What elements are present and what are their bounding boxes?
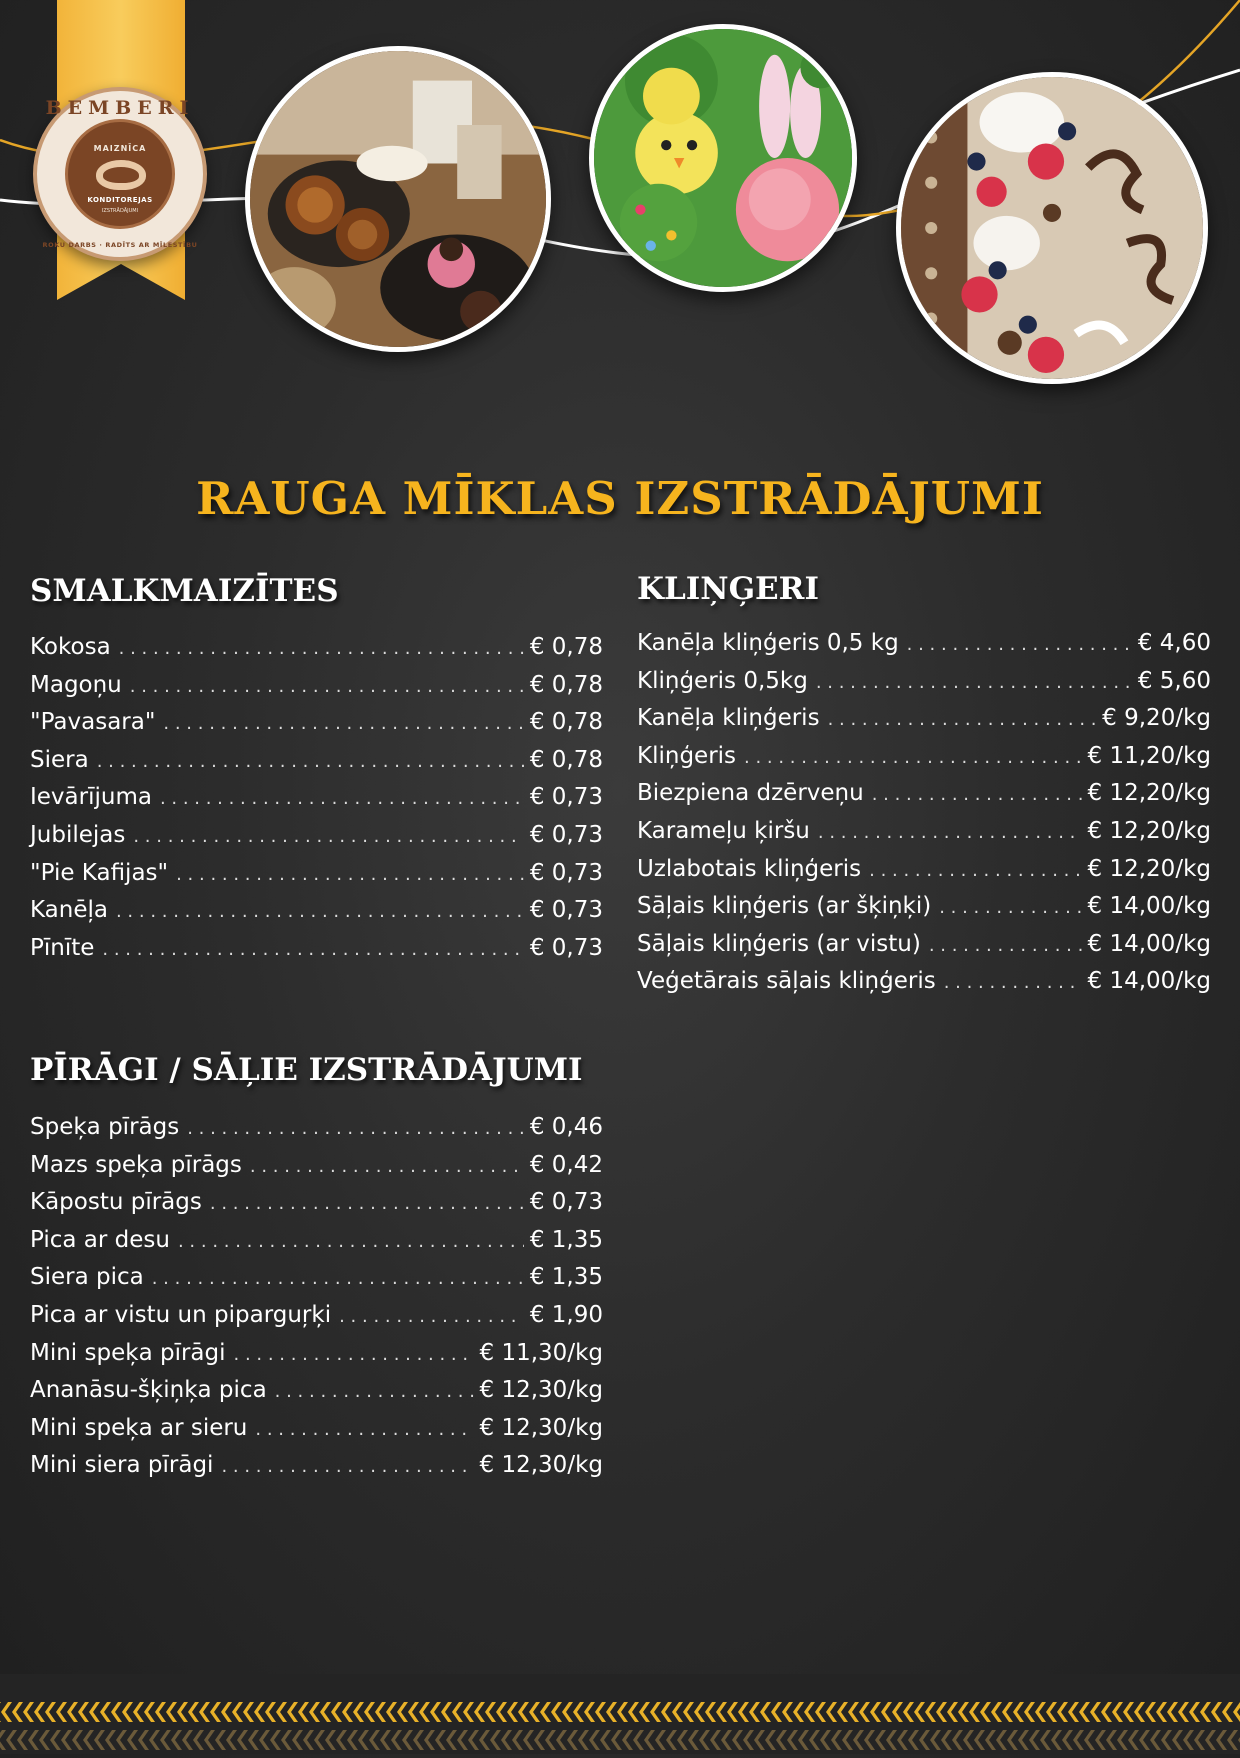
menu-item [637, 893, 1211, 931]
item-price: € 12,20/kg [1087, 855, 1211, 882]
bakery-logo [33, 87, 207, 261]
item-price: € 4,60 [1137, 630, 1211, 656]
item-price: € 12,20/kg [1087, 817, 1211, 844]
item-name: Pica ar desu [30, 1226, 170, 1253]
dot-leader [250, 1156, 524, 1177]
dot-leader [178, 1231, 524, 1252]
item-name: Siera pica [30, 1264, 144, 1291]
dot-leader [275, 1381, 474, 1402]
dot-leader [929, 935, 1082, 956]
menu-item [30, 1452, 603, 1490]
logo-izstradajumi: IZSTRĀDĀJUMI [101, 208, 139, 214]
dot-leader [116, 901, 524, 922]
dot-leader [255, 1419, 473, 1440]
item-name: Jubilejas [30, 821, 126, 848]
dot-leader [130, 676, 524, 697]
item-price: € 12,20/kg [1087, 780, 1211, 807]
menu-item [30, 860, 603, 898]
item-price: € 0,73 [529, 784, 603, 811]
dot-leader [869, 860, 1081, 881]
item-name: Siera [30, 746, 89, 773]
item-name: Kanēļa [30, 897, 108, 924]
dot-leader [818, 822, 1082, 843]
menu-item [637, 780, 1211, 818]
dot-leader [176, 864, 524, 885]
menu-item [637, 968, 1211, 1006]
item-price: € 14,00/kg [1087, 968, 1211, 995]
menu-item [637, 630, 1211, 668]
menu-item [30, 897, 603, 935]
menu-list-klingeri [637, 630, 1211, 1006]
item-price: € 12,30/kg [479, 1452, 603, 1479]
menu-item [30, 1415, 603, 1453]
logo-badge [65, 119, 175, 229]
item-name: Mini speķa pīrāgi [30, 1339, 226, 1366]
menu-list-smalkmaizites [30, 634, 603, 972]
item-price: € 0,73 [529, 1189, 603, 1216]
dot-leader [102, 939, 523, 960]
menu-item [30, 1264, 603, 1302]
item-name: Ananāsu-šķiņķa pica [30, 1377, 267, 1404]
menu-item [30, 709, 603, 747]
item-name: Karameļu ķiršu [637, 817, 810, 844]
menu-item [30, 1227, 603, 1265]
dot-leader [744, 747, 1082, 768]
item-price: € 0,42 [529, 1151, 603, 1178]
item-name: Mazs speķa pīrāgs [30, 1151, 242, 1178]
dot-leader [133, 826, 523, 847]
item-price: € 12,30/kg [479, 1414, 603, 1441]
section-title-klingeri: KLIŅĢERI [637, 571, 819, 607]
logo-name: BEMBERI [45, 97, 195, 119]
item-price: € 0,46 [529, 1114, 603, 1140]
dot-leader [828, 709, 1097, 730]
dot-leader [210, 1193, 524, 1214]
dot-leader [152, 1268, 524, 1289]
menu-list-piragi [30, 1114, 603, 1490]
dot-leader [907, 634, 1132, 655]
item-price: € 0,78 [529, 634, 603, 660]
menu-item [30, 1377, 603, 1415]
menu-item [30, 747, 603, 785]
item-name: Kāpostu pīrāgs [30, 1189, 202, 1216]
menu-item [30, 672, 603, 710]
page-title: RAUGA MĪKLAS IZSTRĀDĀJUMI [196, 472, 1044, 525]
menu-item [637, 931, 1211, 969]
item-name: "Pavasara" [30, 709, 156, 736]
item-price: € 1,90 [529, 1301, 603, 1328]
menu-item [637, 856, 1211, 894]
dot-leader [816, 672, 1132, 693]
item-name: Magoņu [30, 671, 122, 698]
item-price: € 12,30/kg [479, 1377, 603, 1404]
item-name: "Pie Kafijas" [30, 859, 169, 886]
dot-leader [939, 897, 1081, 918]
dot-leader [944, 972, 1082, 993]
item-name: Sāļais kliņģeris (ar šķiņķi) [637, 893, 932, 920]
item-name: Kokosa [30, 634, 111, 660]
item-name: Ievārījuma [30, 784, 152, 811]
item-name: Kanēļa kliņģeris [637, 705, 820, 732]
item-price: € 14,00/kg [1087, 930, 1211, 957]
item-price: € 1,35 [529, 1264, 603, 1291]
item-price: € 14,00/kg [1087, 893, 1211, 920]
menu-item [30, 1114, 603, 1152]
dot-leader [160, 788, 524, 809]
dot-leader [872, 784, 1082, 805]
logo-motto: ROKU DARBS · RADĪTS AR MĪLESTĪBU [42, 241, 198, 249]
menu-item [637, 668, 1211, 706]
photo-pastries [245, 46, 551, 352]
item-price: € 11,20/kg [1087, 742, 1211, 769]
dot-leader [119, 638, 524, 659]
item-price: € 0,78 [529, 746, 603, 773]
pretzel-icon [96, 160, 146, 190]
item-name: Kanēļa kliņģeris 0,5 kg [637, 630, 899, 656]
dot-leader [163, 713, 523, 734]
dot-leader [187, 1118, 524, 1139]
item-name: Uzlabotais kliņģeris [637, 855, 862, 882]
dot-leader [234, 1344, 474, 1365]
item-name: Kliņģeris [637, 742, 737, 769]
menu-item [30, 935, 603, 973]
menu-item [30, 1152, 603, 1190]
menu-item [637, 818, 1211, 856]
menu-item [637, 743, 1211, 781]
item-name: Pīnīte [30, 934, 95, 961]
item-name: Kliņģeris 0,5kg [637, 667, 808, 694]
bottom-border [0, 1674, 1240, 1754]
item-price: € 11,30/kg [479, 1339, 603, 1366]
photo-cupcakes [589, 24, 857, 292]
menu-item [30, 784, 603, 822]
item-name: Veģetārais sāļais kliņģeris [637, 968, 936, 995]
dot-leader [339, 1306, 524, 1327]
item-price: € 9,20/kg [1102, 705, 1211, 732]
menu-item [30, 634, 603, 672]
item-name: Mini speķa ar sieru [30, 1414, 248, 1441]
item-name: Sāļais kliņģeris (ar vistu) [637, 930, 921, 957]
item-price: € 0,73 [529, 859, 603, 886]
item-price: € 5,60 [1137, 667, 1211, 694]
item-price: € 1,35 [529, 1226, 603, 1253]
dot-leader [221, 1456, 473, 1477]
dot-leader [97, 751, 524, 772]
item-price: € 0,73 [529, 934, 603, 961]
menu-item [30, 1340, 603, 1378]
item-name: Mini siera pīrāgi [30, 1452, 214, 1479]
menu-item [30, 822, 603, 860]
item-price: € 0,78 [529, 709, 603, 736]
section-title-piragi: PĪRĀGI / SĀĻIE IZSTRĀDĀJUMI [30, 1052, 583, 1088]
menu-item [30, 1302, 603, 1340]
logo-sub: MAIZNĪCA [93, 144, 147, 153]
item-price: € 0,73 [529, 821, 603, 848]
logo-konditorejas: KONDITOREJAS [87, 196, 153, 204]
item-name: Biezpiena dzērveņu [637, 780, 864, 807]
photo-cake [896, 72, 1208, 384]
item-price: € 0,78 [529, 671, 603, 698]
menu-item [637, 705, 1211, 743]
item-name: Speķa pīrāgs [30, 1114, 180, 1140]
menu-item [30, 1189, 603, 1227]
item-price: € 0,73 [529, 897, 603, 924]
section-title-smalkmaizites: SMALKMAIZĪTES [30, 573, 339, 609]
item-name: Pica ar vistu un piparguŗķi [30, 1301, 332, 1328]
